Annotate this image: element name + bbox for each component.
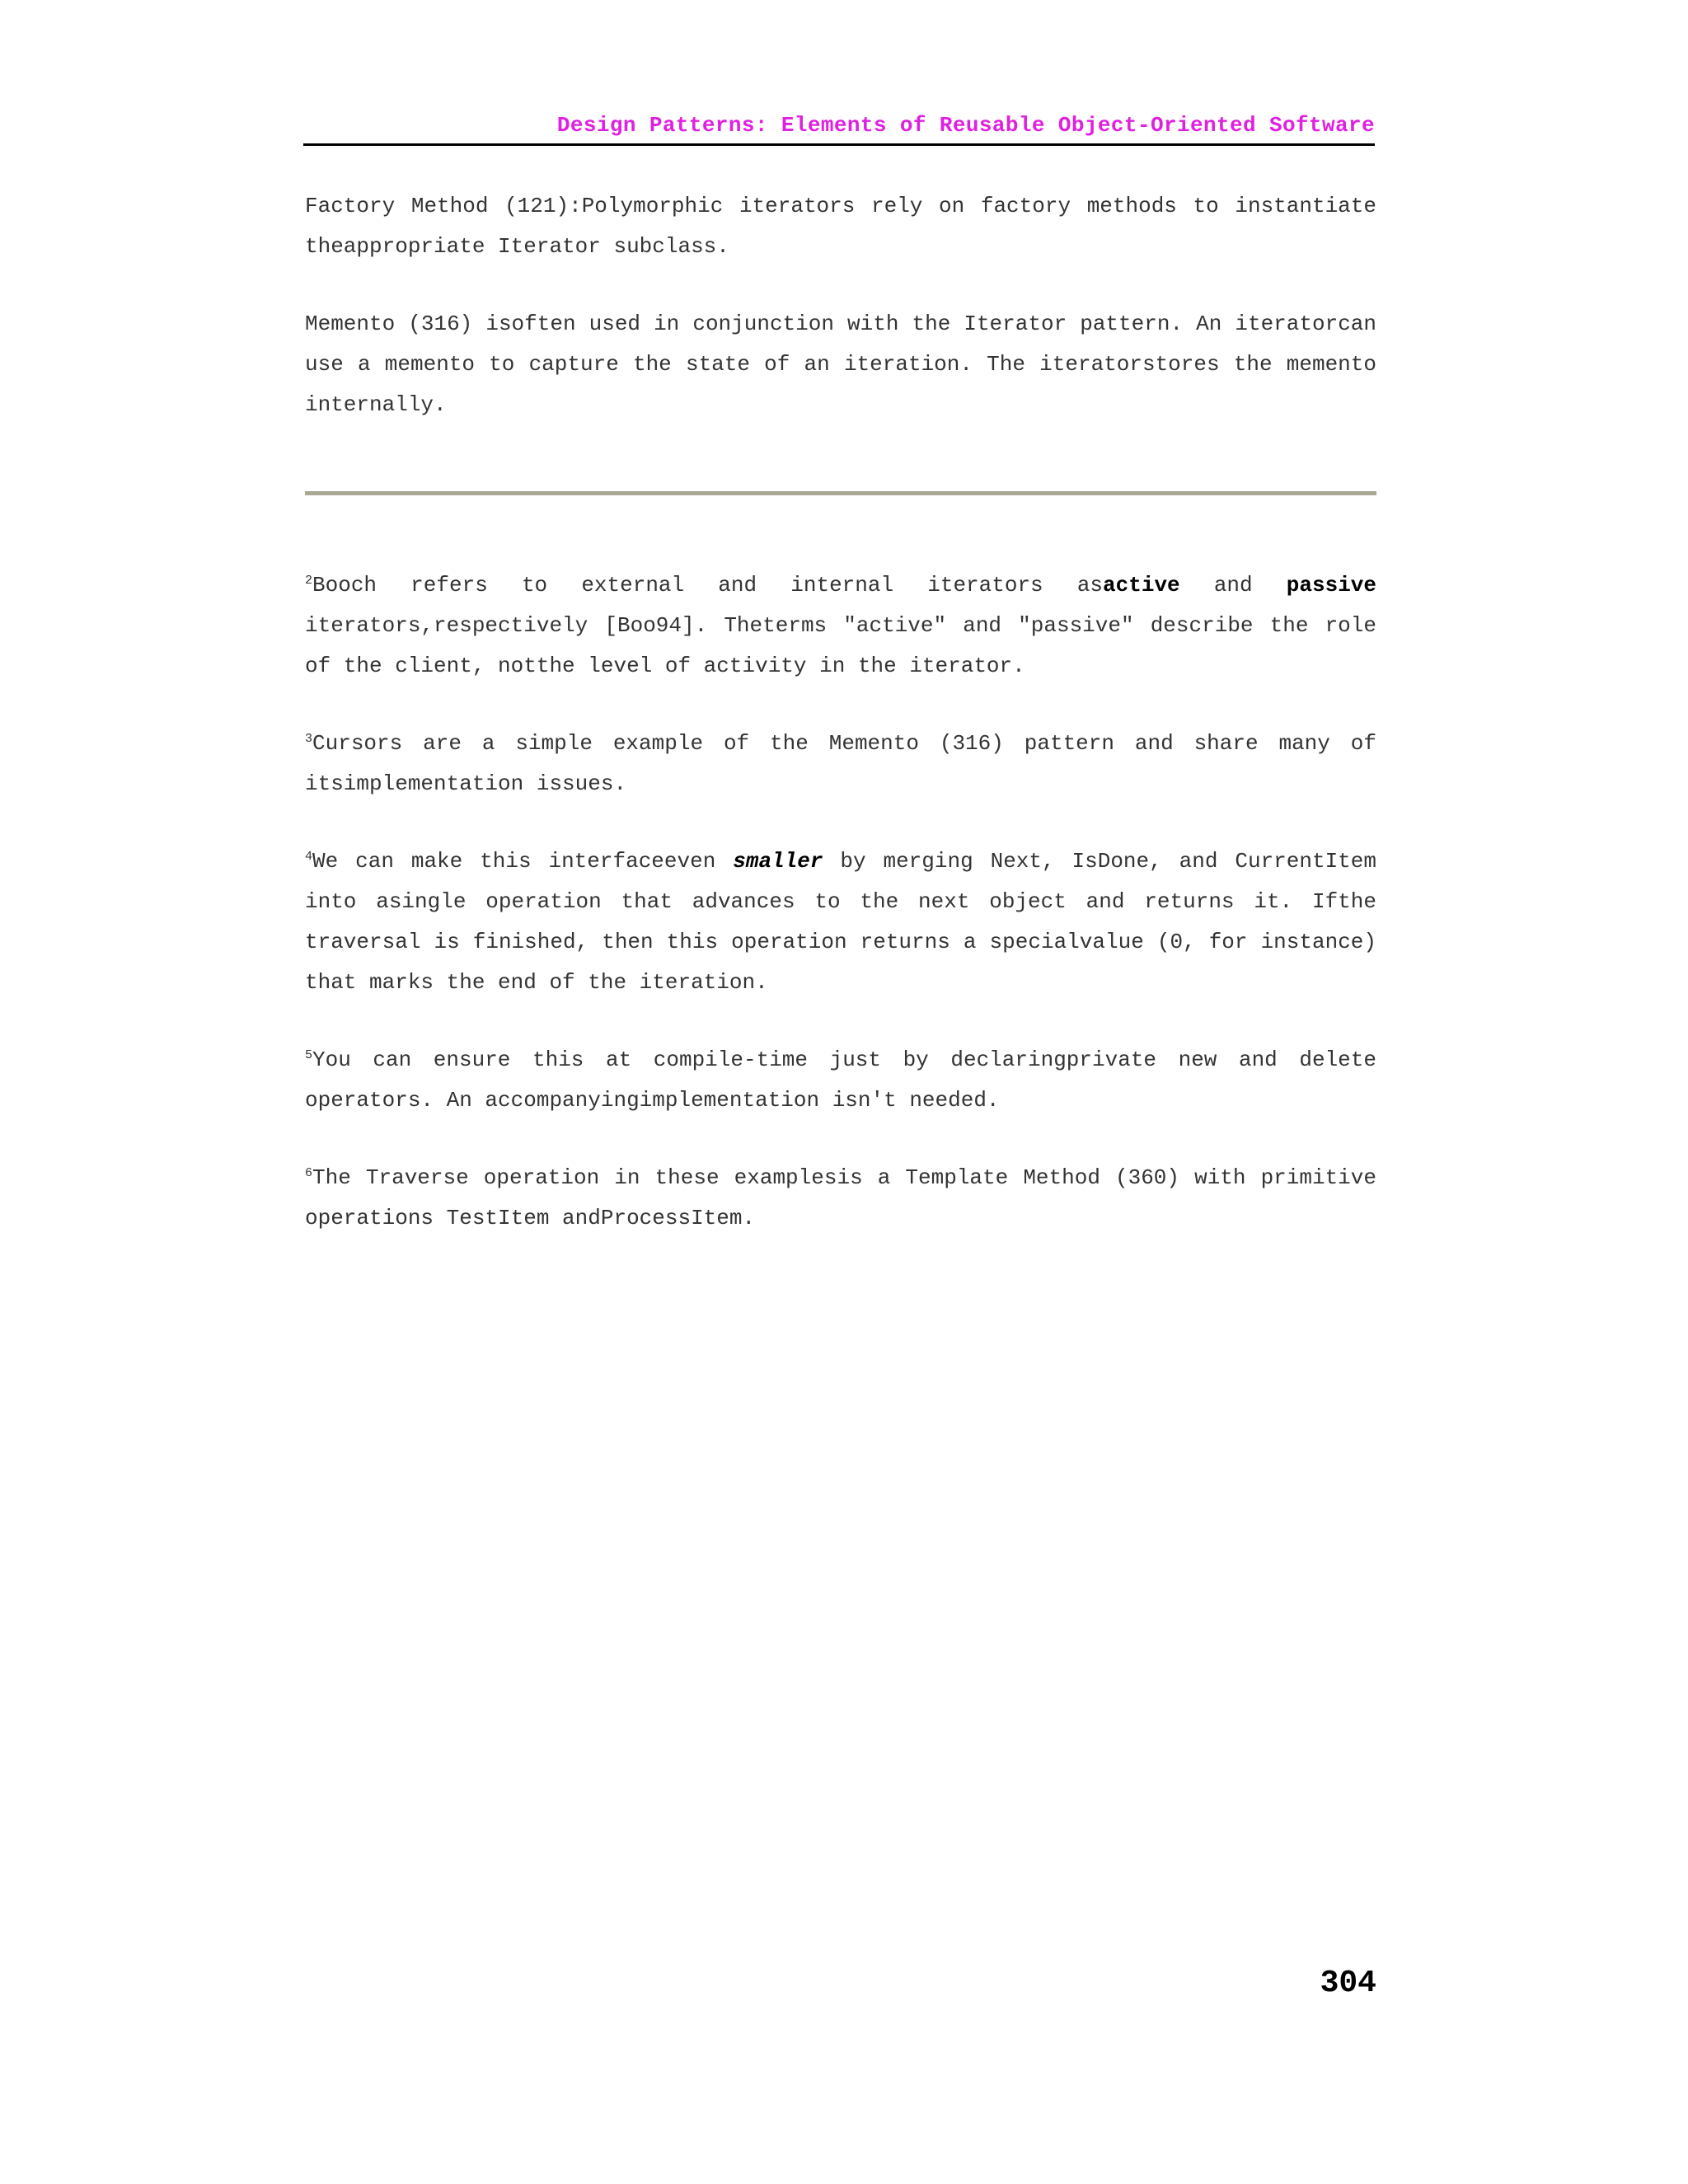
footnote-number: 2 bbox=[305, 574, 313, 588]
footnote-text: iterators,respectively [Boo94]. Theterms "active" and "passive" describe the role of the client, notthe level of activity in the iterator. bbox=[305, 613, 1376, 678]
footnote-text: We can make this interfaceeven bbox=[312, 849, 734, 874]
book-title: Design Patterns: Elements of Reusable Object-Oriented Software bbox=[556, 113, 1375, 138]
running-header bbox=[303, 109, 1375, 146]
footnote-6 bbox=[305, 1158, 1376, 1239]
page-number: 304 bbox=[1320, 1966, 1376, 2001]
footnote-text: and bbox=[1179, 573, 1287, 598]
footnote-3 bbox=[305, 724, 1376, 804]
footnote-divider bbox=[305, 491, 1376, 495]
footnote-number: 3 bbox=[305, 732, 313, 746]
footnote-text: Booch refers to external and internal iterators as bbox=[312, 573, 1104, 598]
paragraph-factory-method: Factory Method (121):Polymorphic iterators rely on factory methods to instantiate theappropriate Iterator subclass. bbox=[305, 194, 1376, 259]
term-active: active bbox=[1103, 573, 1180, 598]
footnote-text: by merging Next, IsDone, and CurrentItem into asingle operation that advances to the next object and returns it. Ifthe traversal is finished, then this operation returns a specialvalue (0, for instance) that marks the end of the iteration. bbox=[305, 849, 1376, 995]
footnote-number: 4 bbox=[305, 850, 313, 864]
footnote-text: The Traverse operation in these examplesis a Template Method (360) with primitive operations TestItem andProcessItem. bbox=[305, 1165, 1376, 1230]
footnote-2 bbox=[305, 565, 1376, 687]
paragraph-memento: Memento (316) isoften used in conjunction with the Iterator pattern. An iteratorcan use a memento to capture the state of an iteration. The iteratorstores the memento internally. bbox=[305, 312, 1376, 417]
footnote-text: Cursors are a simple example of the Memento (316) pattern and share many of itsimplementation issues. bbox=[305, 731, 1376, 796]
page-content bbox=[305, 186, 1376, 1276]
footnote-text: You can ensure this at compile-time just by declaringprivate new and delete operators. An accompanyingimplementation isn't needed. bbox=[305, 1047, 1376, 1113]
term-passive: passive bbox=[1286, 573, 1376, 598]
footnote-number: 5 bbox=[305, 1048, 313, 1062]
emphasis-smaller: smaller bbox=[733, 849, 823, 874]
footnote-4 bbox=[305, 841, 1376, 1003]
footnote-5 bbox=[305, 1040, 1376, 1121]
footnote-number: 6 bbox=[305, 1166, 313, 1180]
